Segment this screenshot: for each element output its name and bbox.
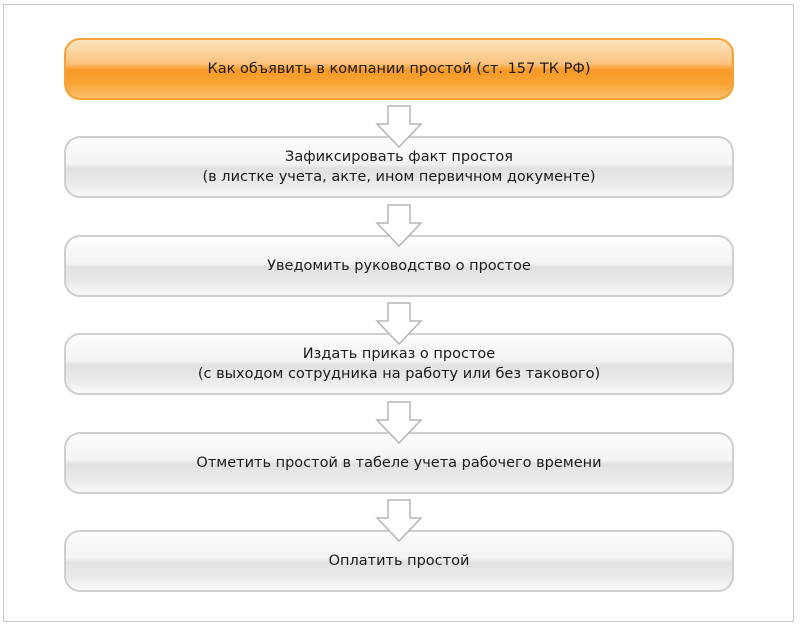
step-text: Оплатить простой [328,553,470,569]
step-text: Издать приказ о простое [302,346,496,362]
down-arrow-icon [375,204,423,248]
step-text: Уведомить руководство о простое [267,258,531,274]
flow-title-box [64,38,734,100]
step-title: Как объявить в компании простой (ст. 157 ТК РФ) [207,61,591,77]
step-subtext: (с выходом сотрудника на работу или без такового) [197,366,601,382]
step-text: Зафиксировать факт простоя [285,149,513,165]
down-arrow-icon [375,302,423,346]
step-subtext: (в листке учета, акте, ином первичном документе) [202,169,596,185]
down-arrow-icon [375,499,423,543]
down-arrow-icon [375,401,423,445]
down-arrow-icon [375,105,423,149]
step-text: Отметить простой в табеле учета рабочего времени [196,455,602,471]
